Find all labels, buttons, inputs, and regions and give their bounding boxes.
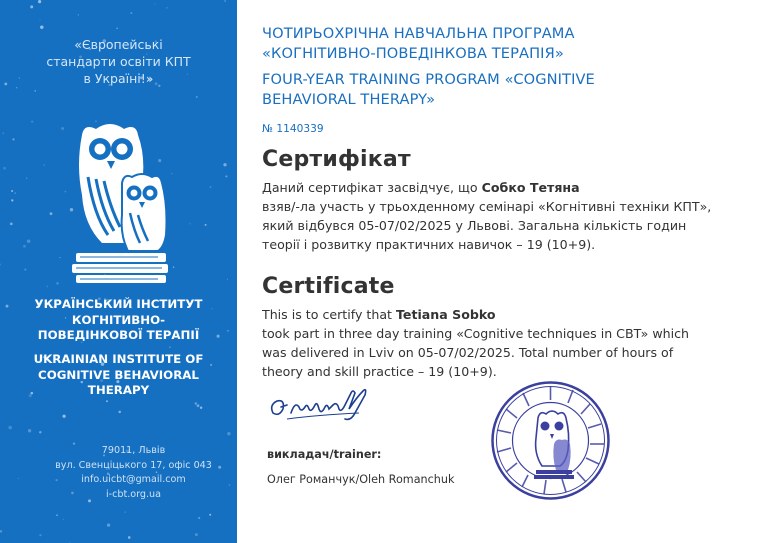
- program-title-line: FOUR-YEAR TRAINING PROGRAM «COGNITIVE: [262, 71, 595, 88]
- sparkle-dot: [39, 534, 41, 536]
- sparkle-dot: [39, 431, 41, 433]
- sparkle-dot: [227, 432, 230, 435]
- sparkle-dot: [0, 263, 1, 265]
- institute-name-ua: [0, 297, 237, 344]
- certificate-line: [262, 305, 752, 324]
- recipient-name: Собко Тетяна: [481, 180, 580, 195]
- institute-line: UKRAINIAN INSTITUTE OF: [33, 352, 204, 366]
- sparkle-dot: [62, 415, 65, 418]
- sparkle-dot: [197, 404, 200, 407]
- certificate-number: № 1140339: [262, 123, 324, 135]
- sparkle-dot: [39, 20, 40, 21]
- sparkle-dot: [195, 533, 198, 536]
- signature-icon: [267, 383, 377, 428]
- sparkle-dot: [210, 186, 212, 188]
- program-title-line: «КОГНІТИВНО-ПОВЕДІНКОВА ТЕРАПІЯ»: [262, 45, 564, 62]
- sparkle-dot: [209, 514, 211, 516]
- certificate-heading-ua: Сертифікат: [262, 147, 411, 172]
- certificate-line: який відбувся 05-07/02/2025 у Львові. Загальна кількість годин: [262, 218, 687, 233]
- institute-name-en: [0, 352, 237, 399]
- contact-email[interactable]: info.uicbt@gmail.com: [81, 474, 186, 485]
- sparkle-dot: [63, 519, 64, 520]
- sparkle-dot: [11, 199, 13, 201]
- sparkle-dot: [34, 90, 36, 92]
- sparkle-dot: [24, 269, 26, 271]
- tagline-line: стандарти освіти КПТ: [46, 54, 191, 69]
- certificate-line: [262, 178, 752, 197]
- owl-logo-icon: [62, 115, 180, 285]
- sparkle-dot: [38, 0, 41, 3]
- sidebar-tagline: [0, 36, 237, 87]
- program-title-line: BEHAVIORAL THERAPY»: [262, 91, 436, 108]
- sparkle-dot: [3, 167, 6, 170]
- sparkle-dot: [125, 511, 126, 512]
- sparkle-dot: [44, 165, 45, 166]
- contacts: [0, 444, 237, 502]
- sparkle-dot: [59, 257, 60, 258]
- sparkle-dot: [118, 411, 121, 414]
- sparkle-dot: [56, 514, 58, 516]
- contact-website[interactable]: i-cbt.org.ua: [105, 488, 162, 500]
- sparkle-dot: [31, 121, 33, 123]
- certificate-line: took part in three day training «Cognitive techniques in CBT» which: [262, 326, 690, 341]
- recipient-name: Tetiana Sobko: [395, 307, 496, 322]
- sparkle-dot: [10, 223, 13, 226]
- stamp-icon: [488, 378, 613, 503]
- sparkle-dot: [14, 192, 16, 194]
- sparkle-dot: [196, 96, 198, 98]
- tagline-line: «Європейські: [74, 37, 163, 52]
- tagline-line: в Україні!»: [83, 71, 154, 86]
- sparkle-dot: [16, 87, 17, 88]
- sparkle-dot: [107, 523, 110, 526]
- sparkle-dot: [169, 346, 171, 348]
- sparkle-dot: [56, 282, 58, 284]
- institute-line: COGNITIVE BEHAVIORAL: [38, 367, 199, 382]
- institute-line: THERAPY: [87, 383, 150, 397]
- program-title-line: ЧОТИРЬОХРІЧНА НАВЧАЛЬНА ПРОГРАМА: [262, 25, 575, 42]
- certificate-line: was delivered in Lviv on 05-07/02/2025. Total number of hours of: [262, 345, 674, 360]
- program-title-en: [262, 70, 752, 110]
- sparkle-dot: [225, 175, 227, 177]
- sparkle-dot: [3, 133, 4, 134]
- trainer-name: Олег Романчук/Oleh Romanchuk: [267, 473, 455, 486]
- sparkle-dot: [40, 25, 43, 28]
- sparkle-dot: [200, 407, 202, 409]
- sparkle-dot: [128, 536, 131, 539]
- sparkle-dot: [223, 163, 226, 166]
- sparkle-dot: [11, 190, 13, 192]
- sparkle-dot: [166, 7, 167, 8]
- certificate-content: [262, 24, 752, 381]
- sparkle-dot: [30, 5, 33, 8]
- sparkle-dot: [27, 239, 30, 242]
- certificate-intro: This is to certify that: [262, 307, 396, 322]
- sparkle-dot: [46, 286, 48, 288]
- certificate-line: взяв/-ла участь у трьохденному семінарі «Когнітивні техніки КПТ»,: [262, 199, 712, 214]
- sparkle-dot: [190, 223, 191, 224]
- contact-address-city: 79011, Львів: [101, 445, 166, 456]
- sparkle-dot: [106, 400, 108, 402]
- institute-line: УКРАЇНСЬКИЙ ІНСТИТУТ: [34, 297, 203, 311]
- sparkle-dot: [0, 530, 2, 533]
- contact-address-street: вул. Свенціцького 17, офіс 043: [55, 459, 212, 471]
- certificate-line: theory and skill practice – 19 (10+9).: [262, 364, 497, 379]
- sparkle-dot: [78, 14, 79, 15]
- sparkle-dot: [50, 212, 53, 215]
- sparkle-dot: [28, 429, 31, 432]
- trainer-label: викладач/trainer:: [267, 448, 382, 461]
- sparkle-dot: [198, 517, 200, 519]
- sparkle-dot: [26, 178, 27, 179]
- certificate-line: теорії і розвитку практичних навичок – 19 (10+9).: [262, 237, 596, 252]
- sparkle-dot: [224, 0, 226, 2]
- sparkle-dot: [130, 12, 132, 14]
- certificate-intro: Даний сертифікат засвідчує, що: [262, 180, 482, 195]
- certificate-text-ua: [262, 178, 752, 254]
- institute-line: КОГНІТИВНО-: [71, 312, 166, 327]
- institute-line: ПОВЕДІНКОВОЇ ТЕРАПІЇ: [37, 328, 200, 342]
- sparkle-dot: [8, 426, 12, 430]
- sparkle-dot: [23, 245, 26, 248]
- sparkle-dot: [155, 4, 156, 5]
- sparkle-dot: [227, 279, 228, 280]
- sparkle-dot: [12, 138, 14, 140]
- sparkle-dot: [195, 402, 197, 404]
- sidebar: [0, 0, 237, 543]
- certificate-heading-en: Certificate: [262, 274, 395, 299]
- program-title-ua: [262, 24, 752, 64]
- sparkle-dot: [116, 27, 118, 29]
- sparkle-dot: [205, 224, 207, 226]
- certificate-text-en: [262, 305, 752, 381]
